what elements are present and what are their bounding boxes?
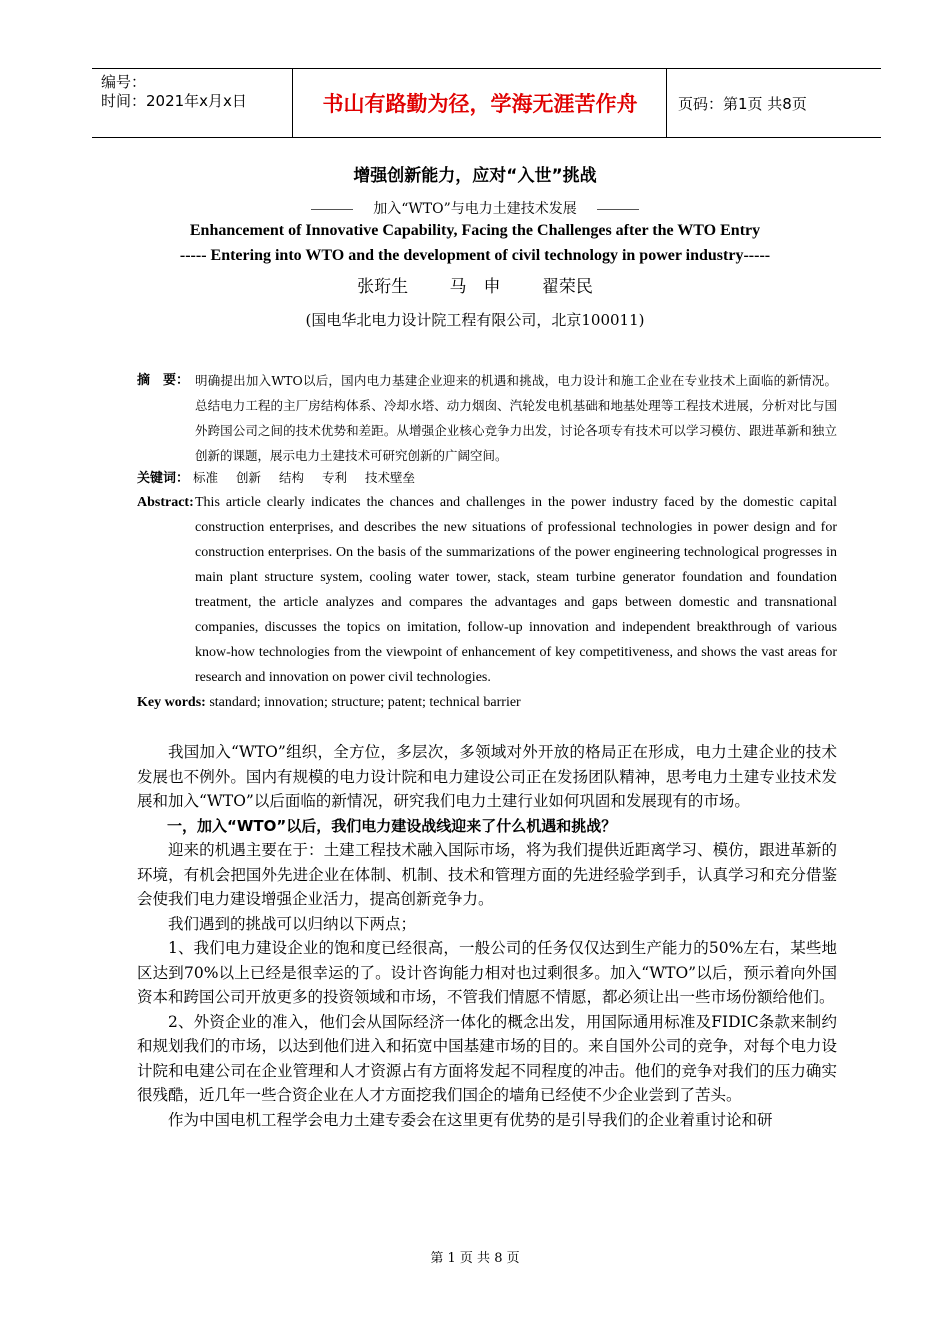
document-number-label: 编号： [101, 73, 147, 91]
english-subtitle: ----- Entering into WTO and the development of civil technology in power industry----- [179, 247, 771, 264]
subtitle-text: 加入“WTO”与电力土建技术发展 [373, 201, 577, 217]
author-name: 张珩生 [357, 277, 409, 297]
page-title: 增强创新能力，应对“入世”挑战 [353, 166, 597, 186]
keyword: 创新 [236, 470, 262, 485]
body-paragraph: 作为中国电机工程学会电力土建专委会在这里更有优势的是引导我们的企业着重讨论和研 [168, 1110, 773, 1129]
document-time-label: 时间：2021年x月x日 [101, 92, 247, 110]
author-name: 马 申 [449, 277, 501, 297]
body-paragraph: 2、外资企业的准入，他们会从国际经济一体化的概念出发，用国际通用标准及FIDIC条款来制约和规划我们的市场，以达到他们进入和拓宽中国基建市场的目的。来自国外公司的竞争，对每个电力设计院和电建公司在企业管理和人才资源占有方面将发起不同程度的冲击。他们的竞争对我们的压力确实很残酷，近几年一些合资企业在人才方面挖我们国企的墙角已经使不少企业尝到了苦头。 [137, 1012, 837, 1104]
page-footer: 第 1 页 共 8 页 [430, 1251, 520, 1266]
english-title: Enhancement of Innovative Capability, Facing the Challenges after the WTO Entry [189, 222, 761, 239]
author-name: 翟荣民 [541, 277, 593, 297]
abstract-chinese-label: 摘 要： [137, 373, 190, 388]
body-paragraph: 1、我们电力建设企业的饱和度已经很高，一般公司的任务仅仅达到生产能力的50%左右，某些地区达到70%以上已经是很幸运的了。设计咨询能力相对也过剩很多。加入“WTO”以后，预示着向外国资本和跨国公司开放更多的投资领域和市场，不管我们情愿不情愿，都必须让出一些市场份额给他们。 [137, 939, 837, 1006]
keyword: 结构 [279, 470, 305, 485]
header-meta [92, 69, 292, 137]
abstract-chinese-text: 明确提出加入WTO以后，国内电力基建企业迎来的机遇和挑战，电力设计和施工企业在专业技术上面临的新情况。总结电力工程的主厂房结构体系、冷却水塔、动力烟囱、汽轮发电机基础和地基处理等工程技术进展，分析对比与国外跨国公司之间的技术优势和差距。从增强企业核心竞争力出发，讨论各项专有技术可以学习模仿、跟进革新和独立创新的课题，展示电力土建技术可研究创新的广阔空间。 [195, 373, 837, 463]
keywords-english-label: Key words: [137, 695, 206, 710]
body-paragraph: 迎来的机遇主要在于：土建工程技术融入国际市场，将为我们提供近距离学习、模仿，跟进革新的环境，有机会把国外先进企业在体制、机制、技术和管理方面的先进经验学到手，认真学习和充分借鉴会使我们电力建设增强企业活力，提高创新竞争力。 [137, 841, 837, 908]
abstract-english [137, 490, 837, 690]
header-motto: 书山有路勤为径，学海无涯苦作舟 [322, 92, 638, 116]
page-subtitle [0, 198, 950, 218]
subtitle-rule-right [597, 209, 639, 210]
body-paragraph: 我国加入“WTO”组织，全方位，多层次，多领域对外开放的格局正在形成，电力土建企业的技术发展也不例外。国内有规模的电力设计院和电力建设公司正在发扬团队精神，思考电力土建专业技术发展和加入“WTO”以后面临的新情况，研究我们电力土建行业如何巩固和发展现有的市场。 [137, 743, 837, 810]
subtitle-rule-left [311, 209, 353, 210]
keywords-chinese-label: 关键词： [137, 471, 190, 486]
header-divider [292, 69, 293, 137]
section-heading: 一，加入“WTO”以后，我们电力建设战线迎来了什么机遇和挑战？ [167, 816, 617, 835]
abstract-english-text: This article clearly indicates the chances and challenges in the power industry faced by the domestic capital construction enterprises, and describes the new situations of professional technologies in power design and for construction enterprises. On the basis of the summarizations of the power engineering technological progresses in main plant structure system, cooling water tower, stack, steam turbine generator foundation and foundation treatment, the article analyzes and compares the advantages and gaps between domestic and transnational companies, discusses the topics on imitation, follow-up innovation and independent breakthrough of various know-how technologies from the viewpoint of enhancement of key competitiveness, and shows the vast areas for research and innovation on power civil technologies. [195, 495, 837, 685]
keywords-chinese [137, 465, 429, 491]
abstract-english-label: Abstract: [137, 495, 194, 510]
header-divider [666, 69, 667, 137]
keyword: 标准 [193, 470, 219, 485]
abstract-chinese [137, 368, 837, 468]
header-table [92, 68, 881, 138]
header-page-number: 页码：第1页 共8页 [678, 94, 807, 113]
keyword: 技术壁垒 [365, 470, 416, 485]
body-text [137, 740, 837, 1132]
keywords-english-text: standard; innovation; structure; patent; technical barrier [209, 695, 521, 710]
affiliation: (国电华北电力设计院工程有限公司，北京100011) [305, 311, 645, 329]
keyword: 专利 [322, 470, 348, 485]
author-list [0, 272, 950, 297]
keywords-english [137, 690, 521, 715]
body-paragraph: 我们遇到的挑战可以归纳以下两点； [168, 914, 417, 933]
